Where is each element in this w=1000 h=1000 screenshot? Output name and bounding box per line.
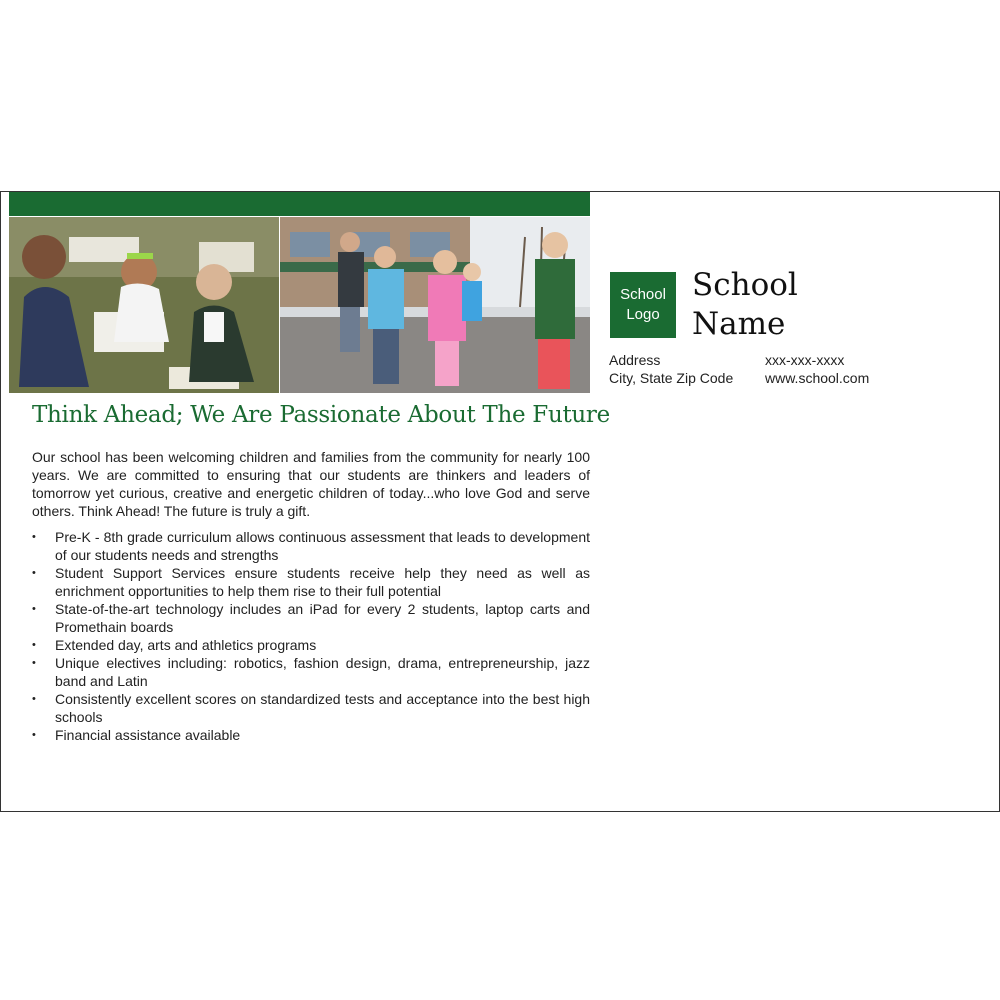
list-item: • State-of-the-art technology includes an iPad for every 2 students, laptop carts and Promethain boards (32, 600, 590, 636)
classroom-photo (9, 217, 279, 393)
address: Address (609, 352, 661, 368)
intro-paragraph: Our school has been welcoming children and families from the community for nearly 100 years. We are committed to ensuring that our students are thinkers and leaders of tomorrow yet curious, creative and energetic children of today...who love God and serve others. Think Ahead! The future is truly a gift. (32, 449, 590, 519)
list-item: • Student Support Services ensure students receive help they need as well as enrichment opportunities to help them rise to their full potential (32, 564, 590, 600)
list-item: • Consistently excellent scores on standardized tests and acceptance into the best high schools (32, 690, 590, 726)
list-item: • Extended day, arts and athletics programs (32, 636, 590, 654)
header-green-bar (9, 192, 590, 216)
logo-line-2: Logo (626, 306, 660, 323)
school-name (692, 266, 872, 344)
postcard (0, 191, 1000, 812)
school-logo (610, 272, 676, 338)
list-item: • Financial assistance available (32, 726, 590, 744)
logo-line-1: School (620, 286, 666, 303)
website: www.school.com (765, 370, 870, 386)
parade-photo (280, 217, 590, 393)
school-name-line-1: School (692, 267, 798, 303)
feature-list (32, 528, 590, 744)
headline: Think Ahead; We Are Passionate About The Future (32, 402, 610, 428)
city-state-zip: City, State Zip Code (609, 370, 734, 386)
school-name-line-2: Name (692, 306, 786, 342)
list-item: • Unique electives including: robotics, fashion design, drama, entrepreneurship, jazz band and Latin (32, 654, 590, 690)
phone-number: xxx-xxx-xxxx (765, 352, 845, 368)
list-item: • Pre-K - 8th grade curriculum allows continuous assessment that leads to development of our students needs and strengths (32, 528, 590, 564)
